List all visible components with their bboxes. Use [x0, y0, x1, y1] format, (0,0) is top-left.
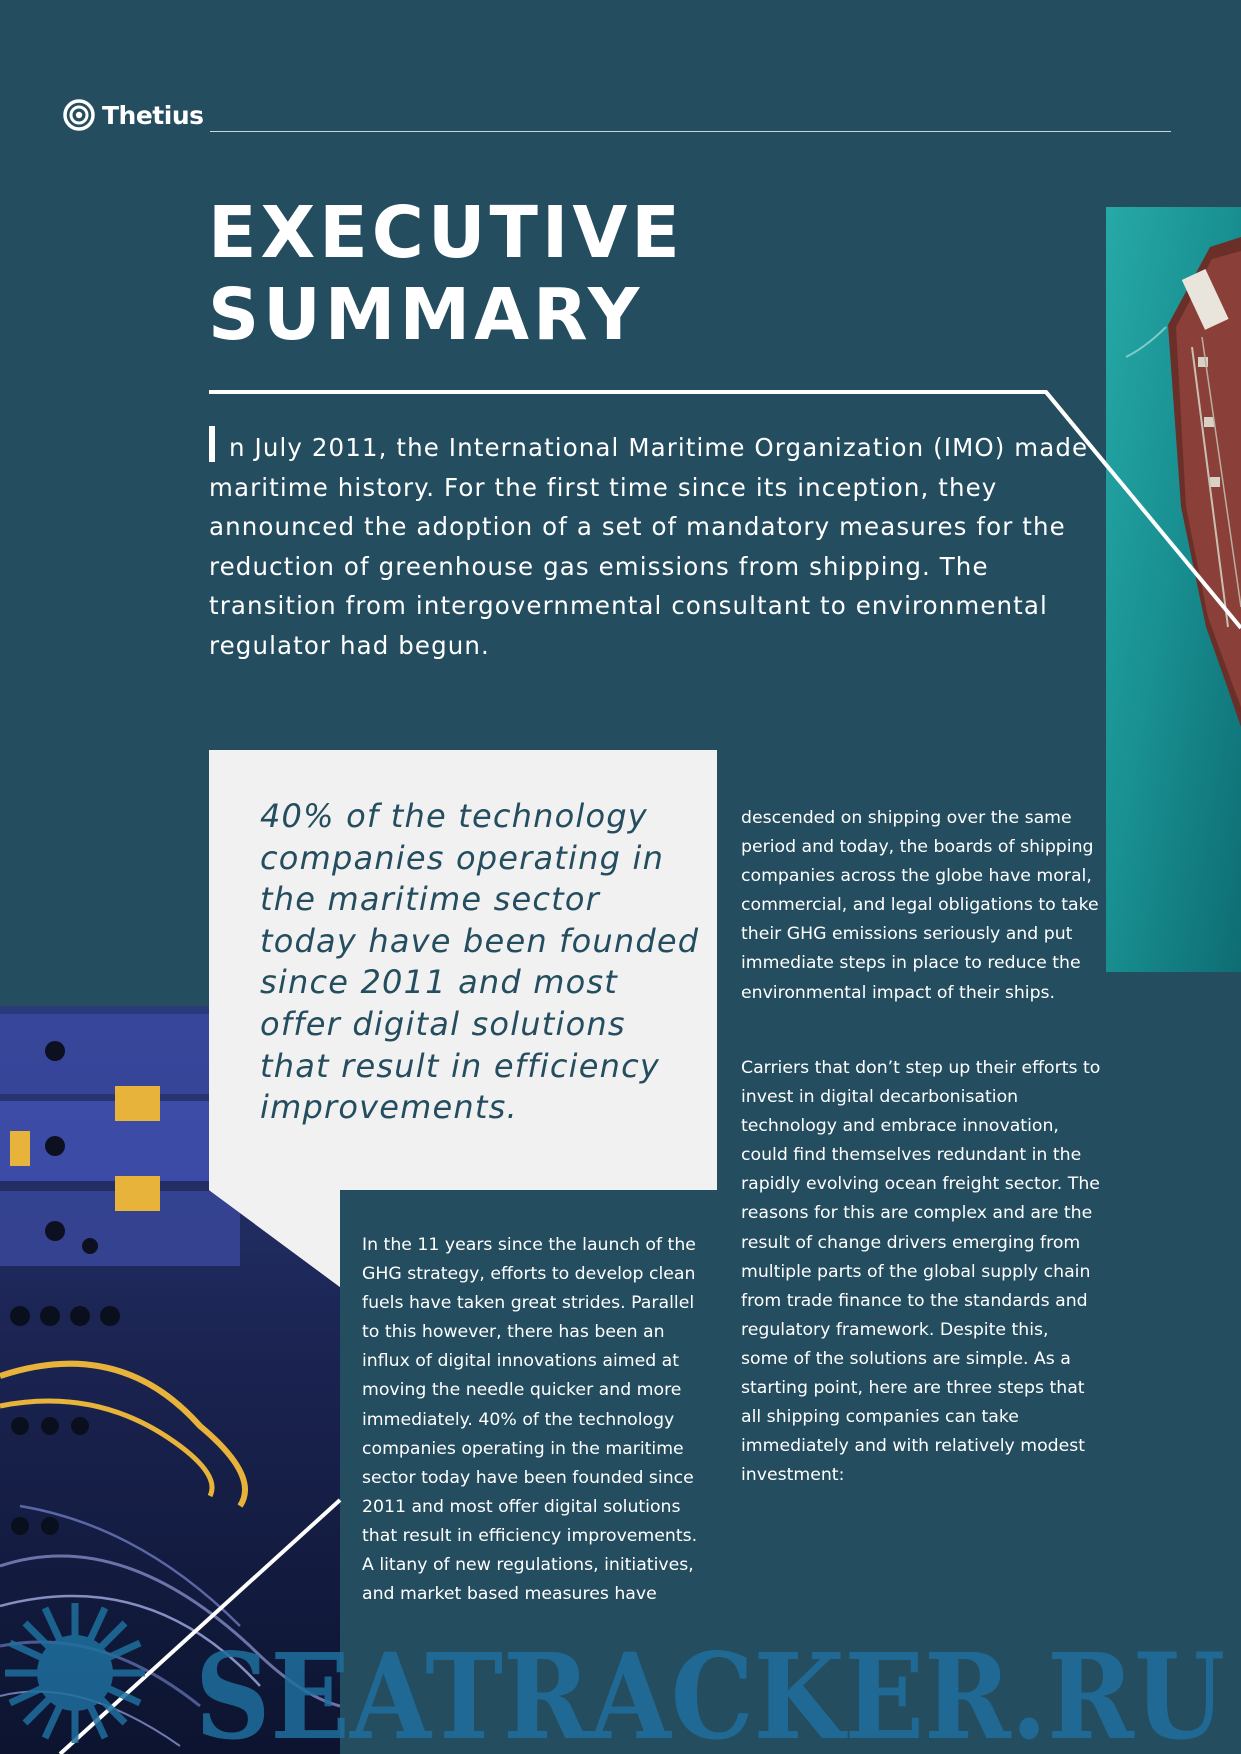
lead-text: n July 2011, the International Maritime Organization (IMO) made maritime history. For the first time since its inception, they announced the adoption of a set of mandatory measures for the reduction of greenhouse gas emissions from shipping. The transition from intergovernmental consultant to environmental regulator had begun.	[209, 433, 1089, 660]
drop-cap	[209, 426, 215, 462]
seatracker-watermark	[0, 1588, 1241, 1754]
watermark-text: SEATRACKER.RU	[195, 1627, 1225, 1754]
body-column-1: In the 11 years since the launch of the GHG strategy, efforts to develop clean fuels have taken great strides. Parallel to this however, there has been an influx of digital innovations aimed at moving the needle quicker and more immediately. 40% of the technology companies operating in the maritime sector today have been founded since 2011 and most offer digital solutions that result in efficiency improvements. A litany of new regulations, initiatives, and market based measures have	[362, 1235, 698, 1605]
title-line-1: EXECUTIVE	[208, 191, 684, 274]
logo-wordmark: Thetius	[102, 100, 204, 130]
title-line-2: SUMMARY	[208, 273, 644, 356]
body-column-2-paragraph-1: descended on shipping over the same period and today, the boards of shipping companies across the globe have moral, commercial, and legal obligations to take their GHG emissions seriously and put immediate steps in place to reduce the environmental impact of their ships.	[741, 808, 1099, 1003]
pull-quote-text: 40% of the technology companies operating in the maritime sector today have been founded since 2011 and most offer digital solutions that result in efficiency improvements.	[260, 797, 700, 1127]
lead-paragraph	[209, 426, 1089, 665]
body-column-2-paragraph-2: Carriers that don’t step up their efforts to invest in digital decarbonisation technology and embrace innovation, could find themselves redundant in the rapidly evolving ocean freight sector. The reasons for this are complex and are the result of change drivers emerging from multiple parts of the global supply chain from trade finance to the standards and regulatory framework. Despite this, some of the solutions are simple. As a starting point, here are three steps that all shipping companies can take immediately and with relatively modest investment:	[741, 1058, 1101, 1486]
